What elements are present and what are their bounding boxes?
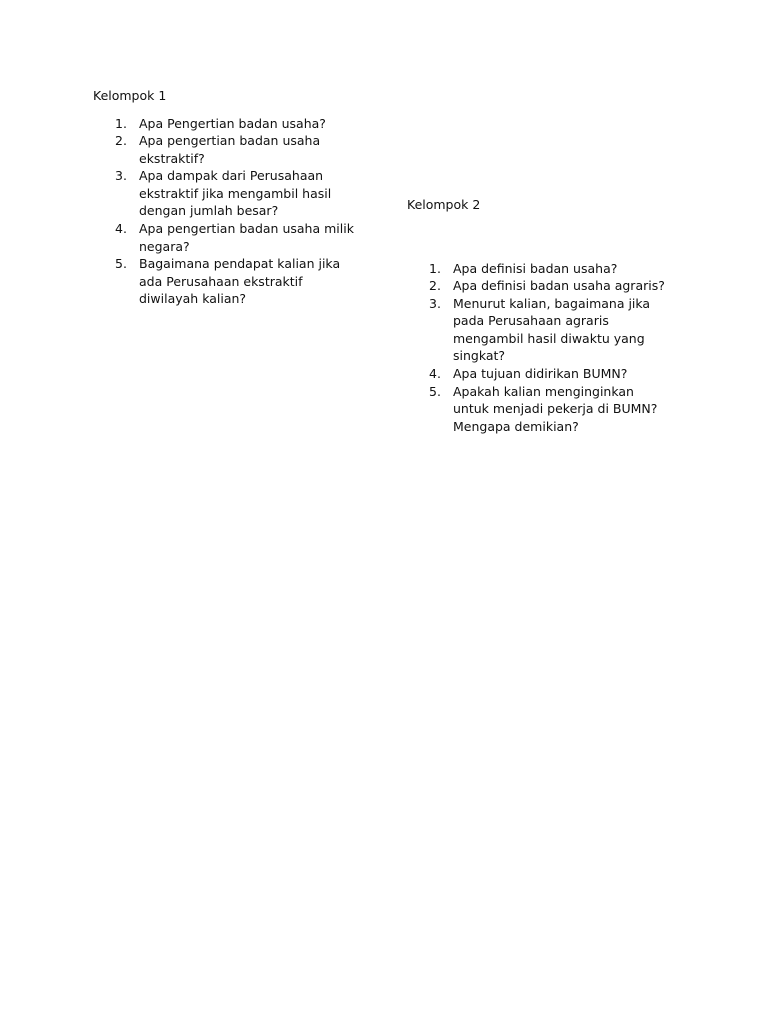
list-item — [93, 132, 373, 167]
item-text: Apakah kalian menginginkan untuk menjadi pekerja di BUMN? Mengapa demikian? — [453, 383, 658, 434]
group-title: Kelompok 2 — [407, 197, 481, 212]
item-number: 1. — [429, 260, 441, 276]
item-text: Menurut kalian, bagaimana jika pada Perusahaan agraris mengambil hasil diwaktu yang singkat? — [453, 295, 651, 364]
group-kelompok-1 — [93, 87, 373, 308]
item-number: 4. — [115, 221, 127, 237]
question-list — [93, 115, 373, 309]
list-item — [93, 255, 373, 308]
item-number: 5. — [115, 256, 127, 272]
item-text: Apa dampak dari Perusahaan ekstraktif jika mengambil hasil dengan jumlah besar? — [139, 168, 332, 219]
list-item — [93, 115, 373, 133]
group-title: Kelompok 1 — [93, 88, 167, 103]
item-text: Apa tujuan didirikan BUMN? — [453, 366, 628, 382]
item-number: 4. — [429, 366, 441, 382]
question-list — [407, 260, 697, 436]
list-item — [93, 220, 373, 255]
item-text: Apa definisi badan usaha agraris? — [453, 278, 665, 294]
list-item — [407, 295, 697, 365]
list-item — [407, 365, 697, 383]
list-item — [93, 167, 373, 220]
item-text: Apa pengertian badan usaha milik negara? — [139, 221, 354, 254]
list-item — [407, 260, 697, 278]
item-text: Apa Pengertian badan usaha? — [139, 115, 326, 131]
item-number: 3. — [115, 168, 127, 184]
item-number: 1. — [115, 115, 127, 131]
item-number: 2. — [429, 278, 441, 294]
list-item — [407, 383, 697, 436]
list-item — [407, 277, 697, 295]
item-text: Apa definisi badan usaha? — [453, 260, 618, 276]
item-text: Apa pengertian badan usaha ekstraktif? — [139, 133, 321, 166]
item-number: 2. — [115, 133, 127, 149]
item-text: Bagaimana pendapat kalian jika ada Perusahaan ekstraktif diwilayah kalian? — [139, 256, 341, 307]
group-kelompok-2 — [407, 196, 697, 435]
item-number: 3. — [429, 295, 441, 311]
item-number: 5. — [429, 383, 441, 399]
